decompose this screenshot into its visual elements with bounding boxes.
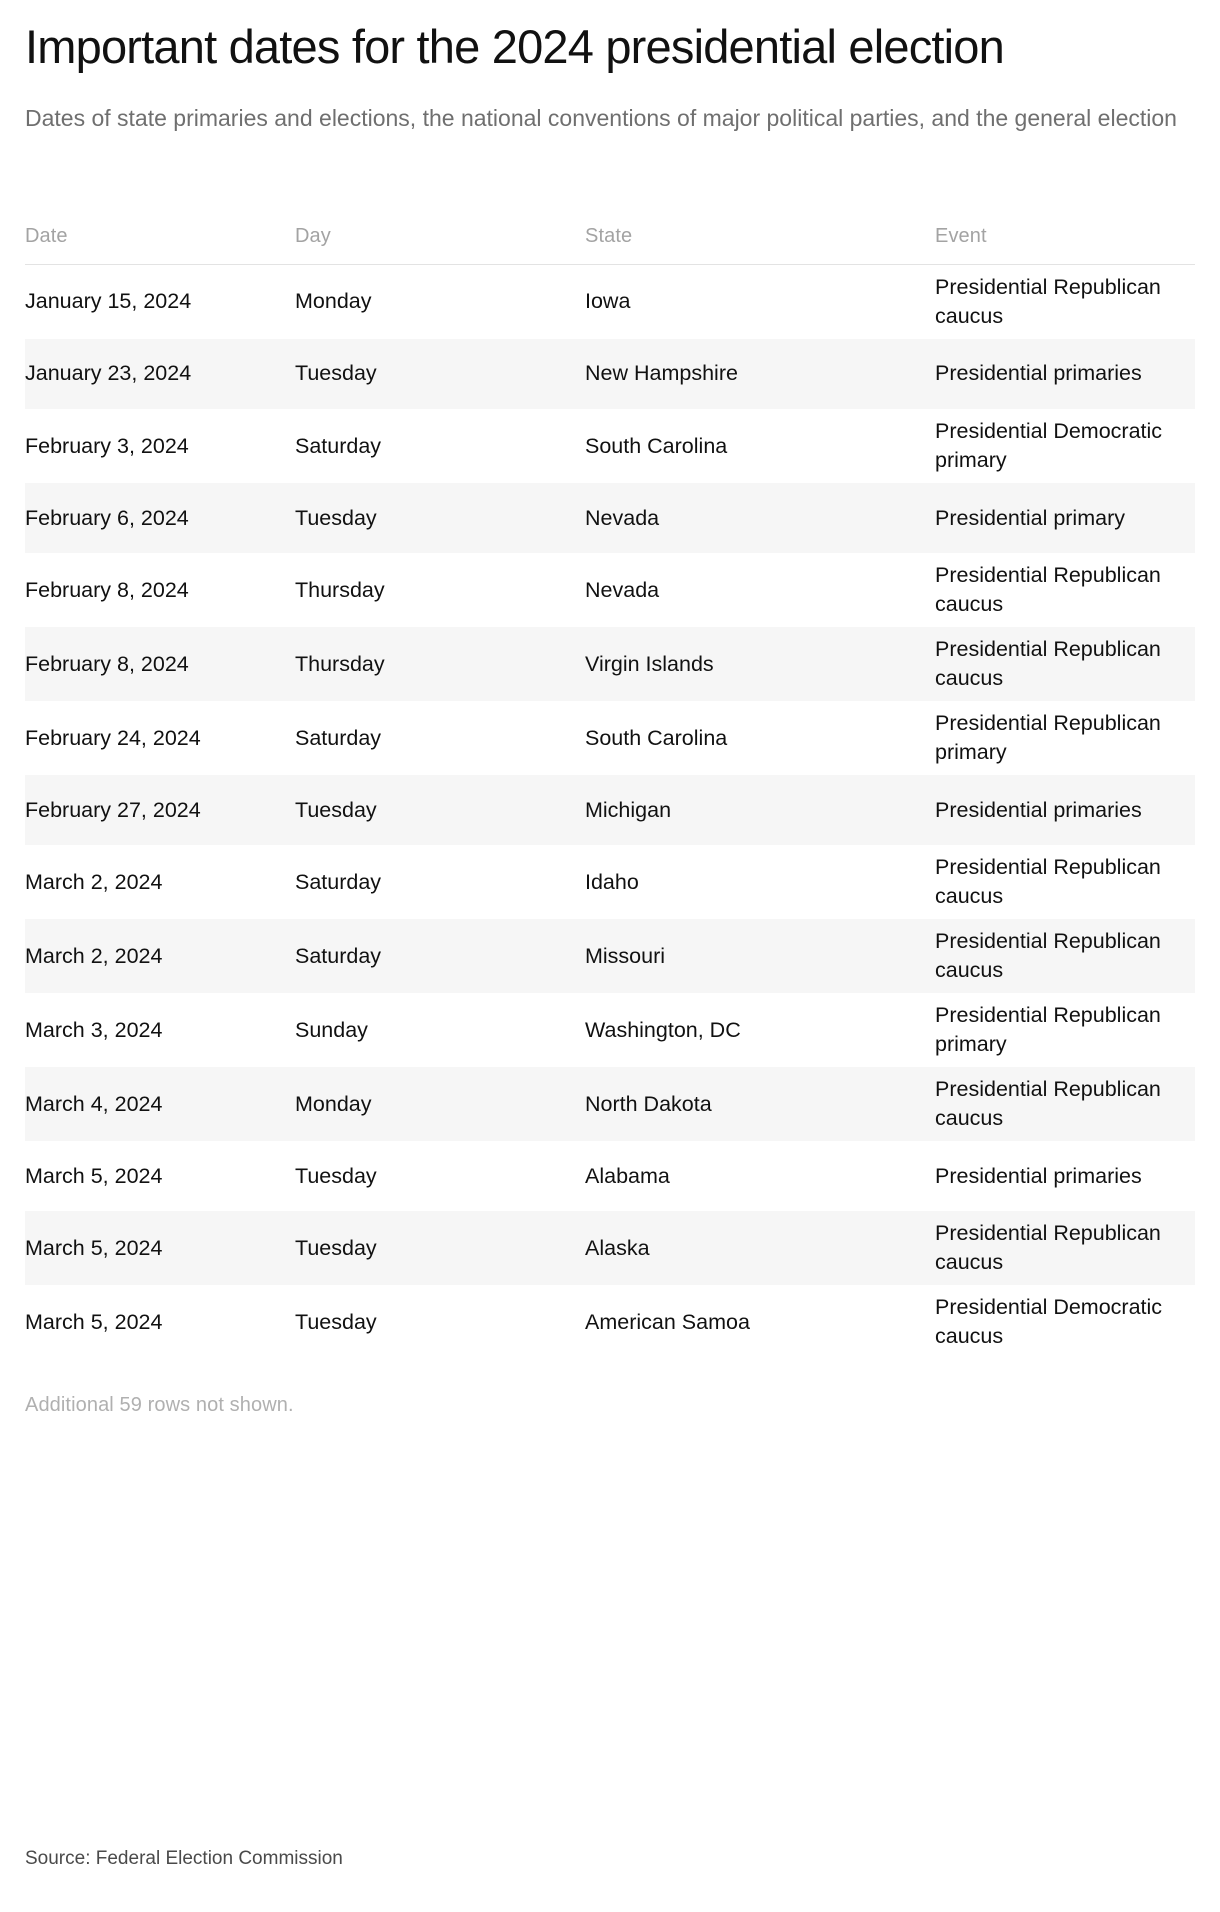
cell-state: Nevada [585,505,660,530]
cell-date: January 23, 2024 [25,361,192,386]
cell-event: Presidential Republican caucus [935,855,1161,909]
cell-event: Presidential primaries [935,361,1142,386]
page-subtitle: Dates of state primaries and elections, the national conventions of major political parties, and the general election [25,105,1177,132]
table-header-row [25,225,1195,265]
column-header-date[interactable]: Date [25,225,295,265]
cell-date: February 6, 2024 [25,505,189,530]
cell-day: Tuesday [295,1309,377,1334]
cell-event: Presidential Republican caucus [935,1221,1161,1275]
table-row [25,1211,1195,1285]
cell-state: Washington, DC [585,1017,741,1042]
cell-date: March 3, 2024 [25,1017,163,1042]
cell-state: North Dakota [585,1091,712,1116]
cell-date: February 24, 2024 [25,725,201,750]
cell-state: American Samoa [585,1309,750,1334]
cell-event: Presidential Republican caucus [935,637,1161,691]
cell-state: Iowa [585,289,631,314]
cell-day: Saturday [295,725,382,750]
table-row [25,701,1195,775]
cell-state: Virgin Islands [585,651,714,676]
column-header-state[interactable]: State [585,225,935,265]
table-row [25,775,1195,845]
important-dates-table [25,225,1195,1359]
table-row [25,627,1195,701]
cell-event: Presidential primaries [935,1163,1142,1188]
cell-state: Nevada [585,577,660,602]
cell-state: Missouri [585,943,666,968]
page-title: Important dates for the 2024 presidential election [25,20,1004,73]
table-row [25,1141,1195,1211]
table-row [25,483,1195,553]
cell-date: March 5, 2024 [25,1309,163,1334]
cell-event: Presidential Republican caucus [935,563,1161,617]
table-body [25,264,1195,1359]
cell-state: New Hampshire [585,361,738,386]
cell-day: Tuesday [295,361,377,386]
table-row [25,919,1195,993]
cell-event: Presidential Democratic caucus [935,1295,1163,1349]
cell-day: Tuesday [295,797,377,822]
cell-event: Presidential Republican primary [935,711,1161,765]
cell-event: Presidential Republican caucus [935,929,1161,983]
cell-state: South Carolina [585,433,728,458]
cell-state: Idaho [585,869,639,894]
cell-state: Alaska [585,1235,650,1260]
cell-event: Presidential Republican primary [935,1003,1161,1057]
cell-date: March 5, 2024 [25,1163,163,1188]
cell-event: Presidential Republican caucus [935,274,1161,328]
cell-day: Tuesday [295,1163,377,1188]
table-row [25,1285,1195,1359]
table-row [25,409,1195,483]
cell-day: Tuesday [295,1235,377,1260]
table-row [25,845,1195,919]
page-header [25,0,1195,137]
cell-event: Presidential primary [935,505,1125,530]
cell-state: Michigan [585,797,672,822]
table-header [25,225,1195,265]
cell-date: February 8, 2024 [25,577,189,602]
cell-event: Presidential Democratic primary [935,419,1163,473]
cell-day: Thursday [295,577,385,602]
column-header-event[interactable]: Event [935,225,1195,265]
cell-date: February 8, 2024 [25,651,189,676]
table-row [25,553,1195,627]
cell-day: Saturday [295,433,382,458]
cell-day: Thursday [295,651,385,676]
source-attribution: Source: Federal Election Commission [25,1848,343,1869]
cell-day: Monday [295,1091,372,1116]
table-row [25,1067,1195,1141]
rows-not-shown-note: Additional 59 rows not shown. [25,1394,294,1417]
cell-event: Presidential Republican caucus [935,1077,1161,1131]
table-row [25,339,1195,409]
table-container [25,225,1195,1417]
cell-day: Tuesday [295,505,377,530]
cell-state: South Carolina [585,725,728,750]
cell-event: Presidential primaries [935,797,1142,822]
table-row [25,264,1195,339]
cell-day: Saturday [295,943,382,968]
cell-date: March 2, 2024 [25,869,163,894]
cell-day: Sunday [295,1017,368,1042]
table-row [25,993,1195,1067]
cell-date: March 4, 2024 [25,1091,163,1116]
cell-day: Monday [295,289,372,314]
cell-state: Alabama [585,1163,670,1188]
cell-day: Saturday [295,869,382,894]
cell-date: February 3, 2024 [25,433,189,458]
cell-date: February 27, 2024 [25,797,201,822]
cell-date: March 5, 2024 [25,1235,163,1260]
cell-date: January 15, 2024 [25,289,192,314]
cell-date: March 2, 2024 [25,943,163,968]
column-header-day[interactable]: Day [295,225,585,265]
